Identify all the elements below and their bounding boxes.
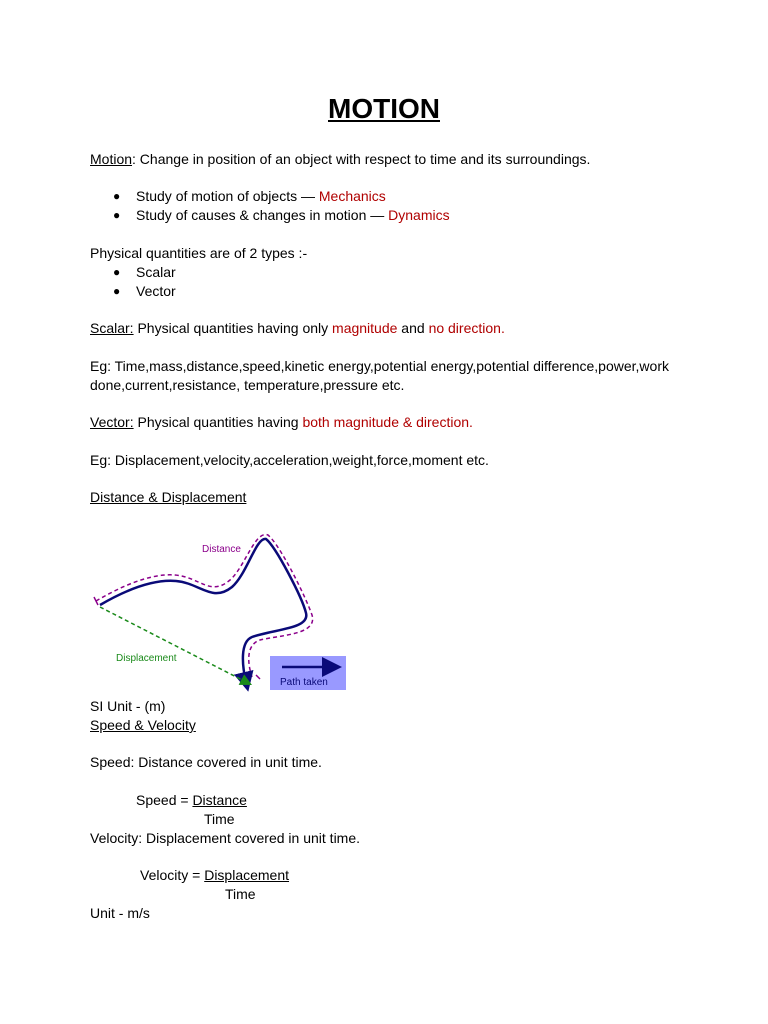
scalar-text: . xyxy=(500,320,505,336)
formula-lhs: Velocity = xyxy=(140,867,205,883)
speed-formula xyxy=(136,792,247,809)
list-item-highlight: Mechanics xyxy=(318,188,386,204)
motion-definition-text: : Change in position of an object with respect to time and its surroundings. xyxy=(132,151,591,167)
vector-text: Physical quantities having xyxy=(133,414,303,430)
velocity-formula xyxy=(140,867,289,884)
distance-end-tick xyxy=(256,675,260,679)
speed-formula-denominator: Time xyxy=(204,811,235,827)
scalar-term: Scalar: xyxy=(90,320,134,336)
vector-text: . xyxy=(469,414,473,430)
distance-displacement-diagram xyxy=(80,525,360,700)
displacement-label: Displacement xyxy=(116,653,177,664)
velocity-definition: Velocity: Displacement covered in unit time. xyxy=(90,830,361,846)
scalar-examples-line-1: Eg: Time,mass,distance,speed,kinetic energy,potential energy,potential difference,power,work xyxy=(90,358,669,374)
vector-term: Vector: xyxy=(90,414,134,430)
list-item: Scalar xyxy=(136,264,176,280)
list-item xyxy=(136,207,450,224)
distance-displacement-heading: Distance & Displacement xyxy=(90,489,247,505)
list-item-text: Study of motion of objects — xyxy=(136,188,319,204)
si-unit: SI Unit - (m) xyxy=(90,698,166,714)
scalar-examples-line-2: done,current,resistance, temperature,pressure etc. xyxy=(90,377,405,393)
displacement-line xyxy=(100,607,248,683)
list-item xyxy=(136,188,386,205)
formula-numerator: Distance xyxy=(192,792,247,808)
vector-examples: Eg: Displacement,velocity,acceleration,weight,force,moment etc. xyxy=(90,452,489,468)
bullet-icon: ● xyxy=(113,284,121,298)
distance-label: Distance xyxy=(202,544,241,555)
bullet-icon: ● xyxy=(113,189,121,203)
formula-numerator: Displacement xyxy=(204,867,290,883)
motion-definition xyxy=(90,151,590,168)
page-title: MOTION xyxy=(328,93,440,124)
scalar-text: Physical quantities having only xyxy=(133,320,333,336)
list-item-text: Study of causes & changes in motion — xyxy=(136,207,389,223)
scalar-definition xyxy=(90,320,505,337)
speed-velocity-heading: Speed & Velocity xyxy=(90,717,196,733)
formula-lhs: Speed = xyxy=(136,792,193,808)
legend-label: Path taken xyxy=(280,677,328,688)
speed-definition: Speed: Distance covered in unit time. xyxy=(90,754,322,770)
list-item-highlight: Dynamics xyxy=(388,207,450,223)
motion-term: Motion xyxy=(90,151,133,167)
unit-ms: Unit - m/s xyxy=(90,905,150,921)
velocity-formula-denominator: Time xyxy=(225,886,256,902)
scalar-highlight: magnitude xyxy=(332,320,398,336)
list-item: Vector xyxy=(136,283,176,299)
scalar-text: and xyxy=(397,320,429,336)
quantities-intro: Physical quantities are of 2 types :- xyxy=(90,245,308,261)
bullet-icon: ● xyxy=(113,265,121,279)
scalar-highlight: no direction xyxy=(428,320,501,336)
vector-highlight: both magnitude & direction xyxy=(302,414,470,430)
vector-definition xyxy=(90,414,473,431)
bullet-icon: ● xyxy=(113,208,121,222)
